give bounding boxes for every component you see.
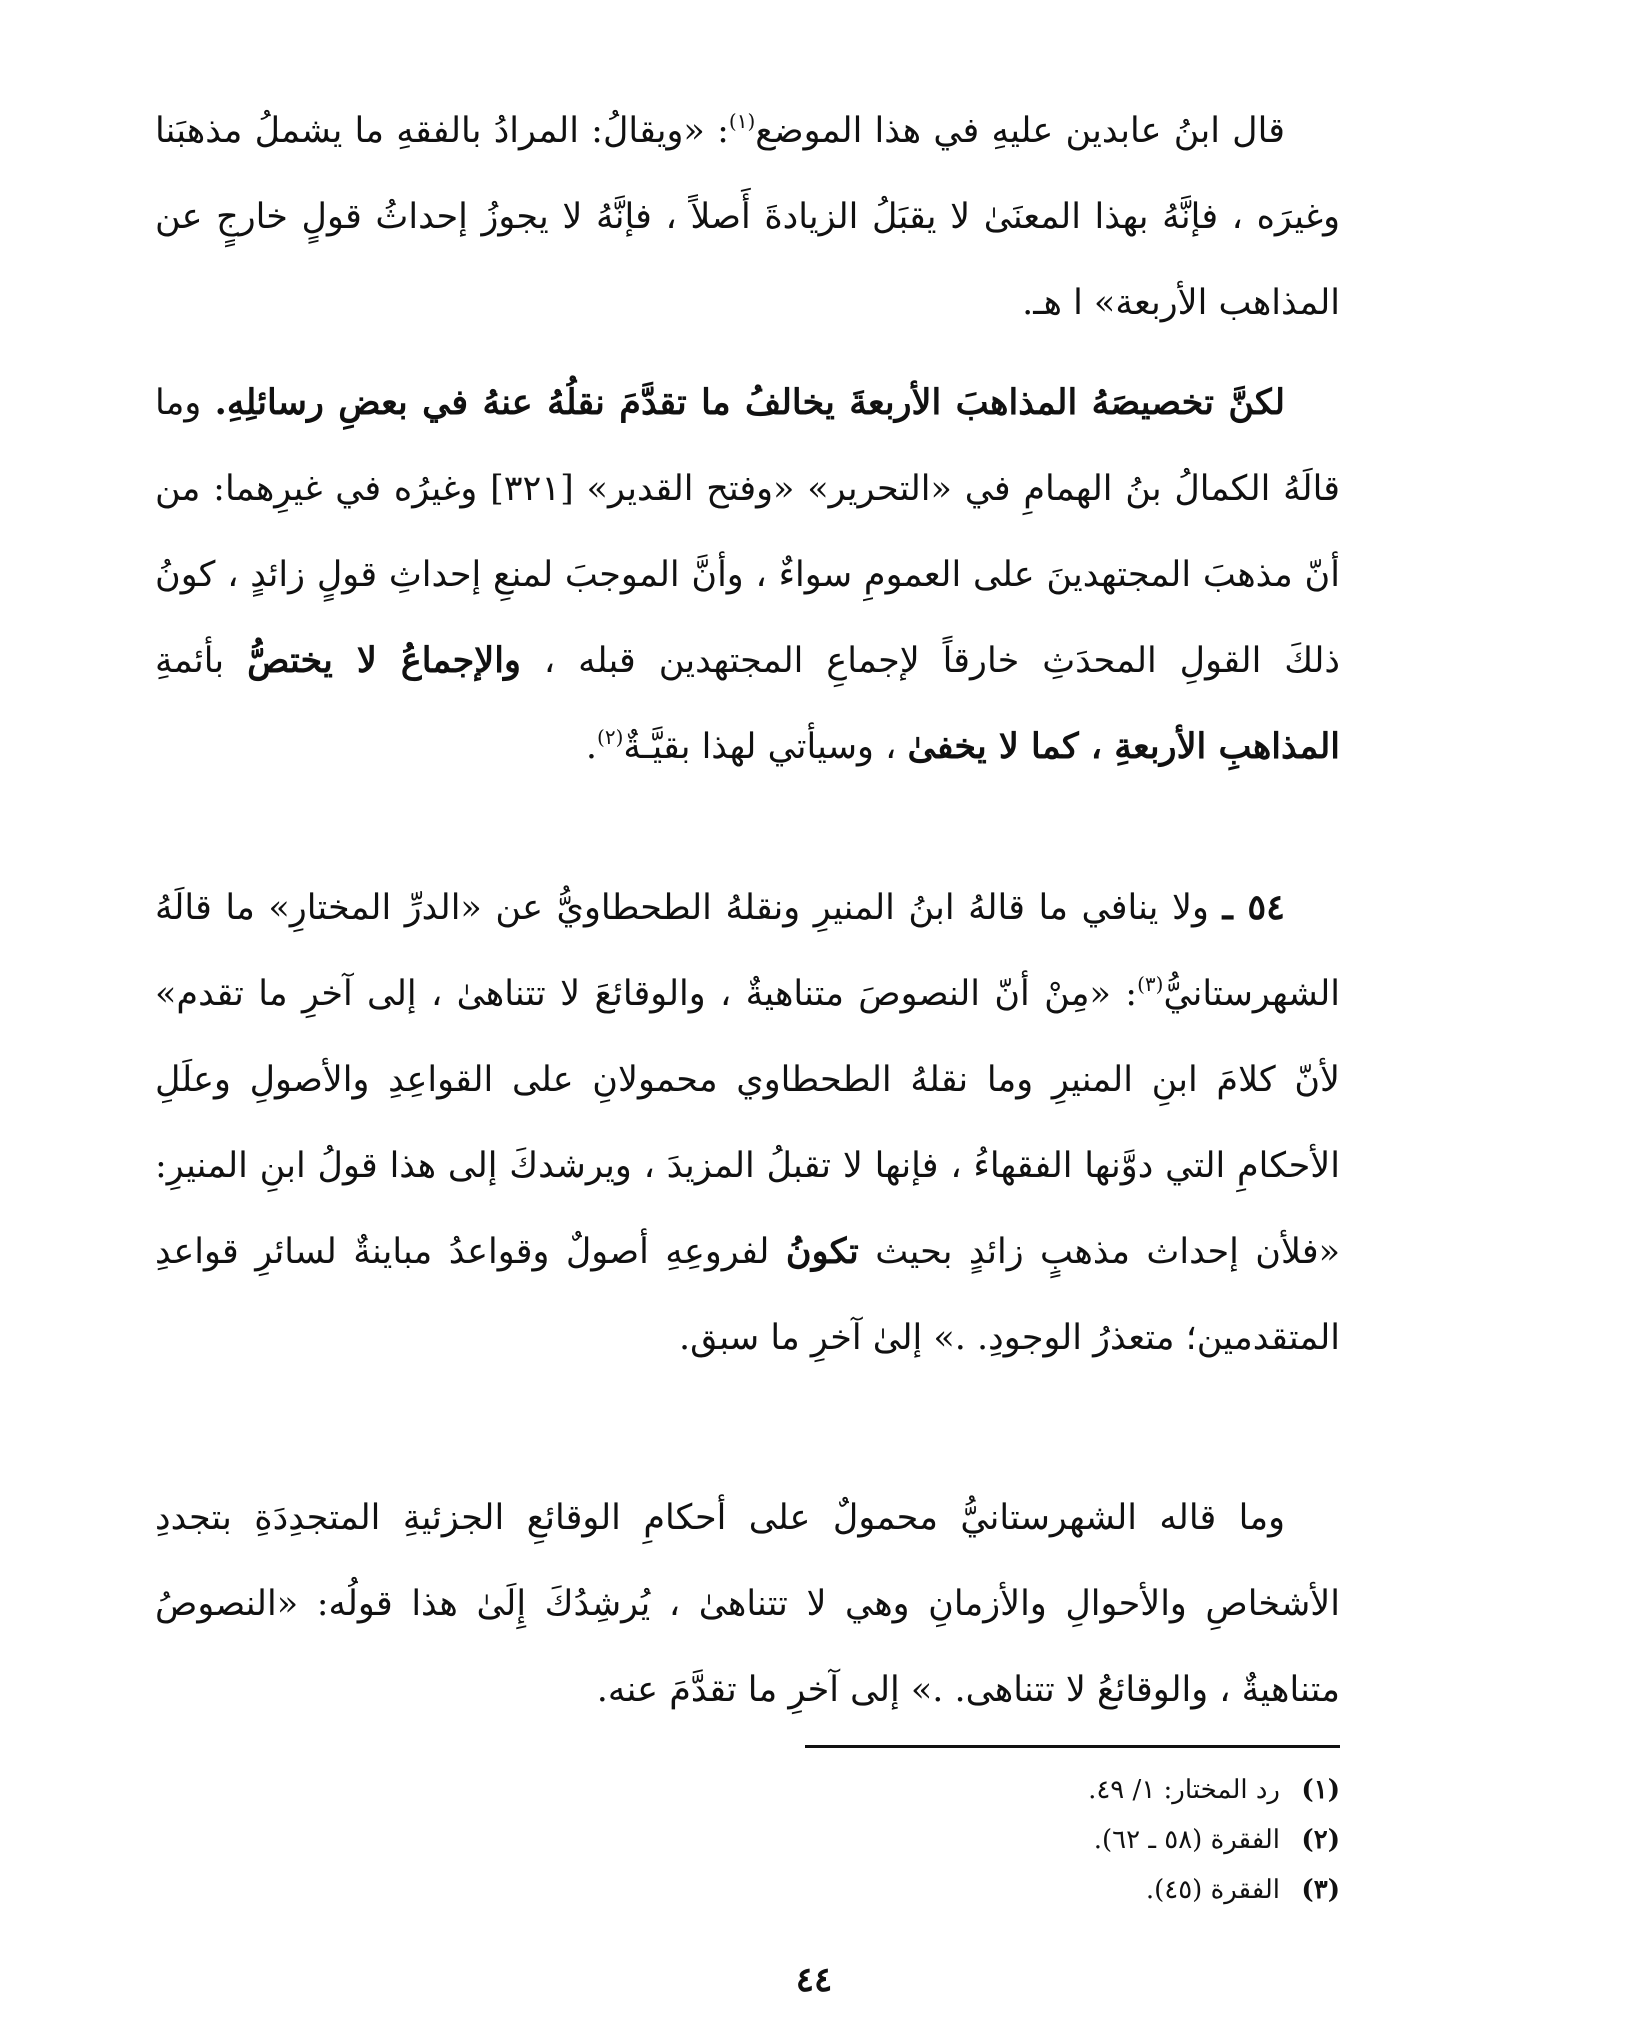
- paragraph-1: [155, 88, 1340, 346]
- paragraph-2-middle2: بأئمةِ: [155, 641, 248, 681]
- footnote-marker-3: (٣): [1137, 972, 1164, 996]
- footnote-1-number: (١): [1301, 1775, 1340, 1805]
- paragraph-2-middle: وما قالَهُ الكمالُ بنُ الهمامِ في «التحرير» «وفتح القدير» [٣٢١] وغيرُه في غيرِهما: من أنّ مذهبَ المجتهدينَ على العمومِ سواءٌ ، وأنَّ الموجبَ لمنعِ إحداثِ قولٍ زائدٍ ، كونُ ذلكَ القولِ المحدَثِ خارقاً لإجماعِ المجتهدين قبله ،: [155, 383, 1340, 681]
- footnote-divider: [805, 1745, 1340, 1748]
- footnote-3-text: الفقرة (٤٥).: [1145, 1875, 1280, 1905]
- paragraph-3: [155, 865, 1340, 1381]
- paragraph-3-rest1: : «مِنْ أنّ النصوصَ متناهيةٌ ، والوقائعَ لا تتناهىٰ ، إلى آخرِ ما تقدم» لأنّ كلامَ ابنِ المنيرِ وما نقلهُ الطحطاوي محمولانِ على القواعِدِ والأصولِ وعلَلِ الأحكامِ التي دوَّنها الفقهاءُ ، فإنها لا تقبلُ المزيدَ ، ويرشدكَ إلى هذا قولُ ابنِ المنيرِ: «فلأن إحداث مذهبٍ زائدٍ بحيث: [155, 974, 1340, 1272]
- paragraph-1-rest: : «ويقالُ: المرادُ بالفقهِ ما يشملُ مذهبَنا وغيرَه ، فإنَّهُ بهذا المعنَىٰ لا يقبَلُ الزيادةَ أَصلاً ، فإنَّهُ لا يجوزُ إحداثُ قولٍ خارجٍ عن المذاهب الأربعة» ا هـ.: [155, 111, 1340, 323]
- footnote-marker-1: (١): [728, 109, 756, 133]
- page-number: ٤٤: [795, 1960, 833, 2000]
- paragraph-2-tail: .: [585, 727, 598, 767]
- paragraph-3-number: ٥٤ ـ: [1222, 887, 1285, 928]
- paragraph-1-text: قال ابنُ عابدين عليهِ في هذا الموضع: [755, 111, 1285, 151]
- paragraph-2-bold-mid2: المذاهبِ الأربعةِ ، كما لا يخفىٰ: [907, 726, 1340, 767]
- footnotes: [155, 1765, 1340, 1915]
- footnote-3: [155, 1865, 1340, 1915]
- footnote-1-text: رد المختار: ١/ ٤٩.: [1088, 1775, 1280, 1805]
- paragraph-4-text: وما قاله الشهرستانيُّ محمولٌ على أحكامِ الوقائعِ الجزئيةِ المتجدِدَةِ بتجددِ الأشخاصِ والأحوالِ والأزمانِ وهي لا تتناهىٰ ، يُرشِدُكَ إِلَىٰ هذا قولُه: «النصوصُ متناهيةٌ ، والوقائعُ لا تتناهى. .» إلى آخرِ ما تقدَّمَ عنه.: [155, 1498, 1340, 1710]
- footnote-marker-2: (٢): [597, 725, 624, 749]
- paragraph-2-end: ، وسيأتي لهذا بقيَّـةٌ: [623, 727, 908, 767]
- footnote-1: [155, 1765, 1340, 1815]
- paragraph-2-bold-start: لكنَّ تخصيصَهُ المذاهبَ الأربعةَ يخالفُ ما تقدَّمَ نقلُهُ عنهُ في بعضِ رسائلِهِ.: [214, 382, 1285, 423]
- paragraph-3-rest2: لفروعِهِ أصولٌ وقواعدُ مباينةٌ لسائرِ قواعدِ المتقدمين؛ متعذرُ الوجودِ. .» إلىٰ آخرِ ما سبق.: [155, 1232, 1340, 1358]
- paragraph-2-bold-mid: والإجماعُ لا يختصُّ: [247, 640, 521, 681]
- footnote-2-number: (٢): [1301, 1825, 1340, 1855]
- paragraph-2: [155, 360, 1340, 790]
- paragraph-3-bold: تكونُ: [785, 1231, 859, 1272]
- paragraph-3-text: ولا ينافي ما قالهُ ابنُ المنيرِ ونقلهُ الطحطاويُّ عن «الدرِّ المختارِ» ما قالَهُ الشهرستانيُّ: [155, 888, 1340, 1014]
- footnote-2: [155, 1815, 1340, 1865]
- footnote-3-number: (٣): [1301, 1875, 1340, 1905]
- paragraph-4: [155, 1475, 1340, 1733]
- footnote-2-text: الفقرة (٥٨ ـ ٦٢).: [1093, 1825, 1280, 1855]
